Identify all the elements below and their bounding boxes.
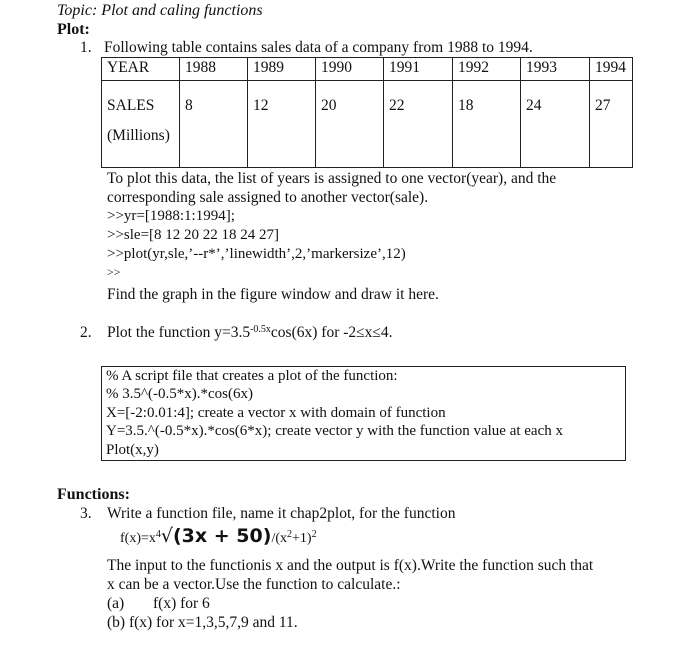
q3-number: 3. bbox=[80, 505, 92, 522]
q1-code-line4: >> bbox=[107, 265, 121, 279]
sales-unit: (Millions) bbox=[107, 127, 170, 144]
q3-body-line1: The input to the functionis x and the output is f(x).Write the function such that bbox=[107, 557, 594, 574]
year-cell: 1992 bbox=[453, 58, 521, 81]
sales-cell: 20 bbox=[316, 81, 384, 168]
q1-explain-line2: corresponding sale assigned to another vector(sale). bbox=[107, 189, 429, 206]
year-cell: 1989 bbox=[248, 58, 316, 81]
script-line: % 3.5^(-0.5*x).*cos(6x) bbox=[106, 386, 254, 403]
q1-code-line3: >>plot(yr,sle,’--r*’,’linewidth’,2,’markersize’,12) bbox=[107, 246, 406, 262]
sales-cell: 22 bbox=[384, 81, 453, 168]
formula-pow2b: 2 bbox=[311, 529, 317, 540]
q2-number: 2. bbox=[80, 324, 92, 341]
year-cell: 1993 bbox=[521, 58, 590, 81]
functions-heading: Functions: bbox=[57, 486, 130, 503]
sales-table bbox=[101, 57, 633, 168]
year-cell: 1988 bbox=[180, 58, 248, 81]
sales-cell: 12 bbox=[248, 81, 316, 168]
q1-text: Following table contains sales data of a company from 1988 to 1994. bbox=[104, 39, 533, 56]
script-line: X=[-2:0.01:4]; create a vector x with domain of function bbox=[106, 404, 446, 421]
q3-part-a-label: (a) bbox=[107, 595, 125, 612]
q3-text: Write a function file, name it chap2plot, for the function bbox=[107, 505, 456, 522]
sales-label-cell bbox=[102, 81, 180, 168]
q3-body-line2: x can be a vector.Use the function to calculate.: bbox=[107, 576, 401, 593]
year-cell: 1990 bbox=[316, 58, 384, 81]
sales-cell: 8 bbox=[180, 81, 248, 168]
formula-denominator-end: +1) bbox=[292, 531, 312, 546]
q1-code-line1: >>yr=[1988:1:1994]; bbox=[107, 208, 235, 224]
table-header-row bbox=[102, 58, 633, 81]
q2-text-prefix: Plot the function y=3.5 bbox=[107, 324, 251, 341]
q1-explain-line1: To plot this data, the list of years is assigned to one vector(year), and the bbox=[107, 170, 557, 187]
sales-cell: 24 bbox=[521, 81, 590, 168]
plot-heading: Plot: bbox=[57, 21, 90, 38]
year-cell: 1994 bbox=[590, 58, 633, 81]
formula-pow2: 2 bbox=[287, 529, 292, 540]
sqrt-icon: √ bbox=[160, 525, 173, 547]
formula-pow4: 4 bbox=[155, 529, 161, 540]
q2-text-suffix: cos(6x) for -2≤x≤4. bbox=[270, 324, 393, 341]
q3-part-a-text: f(x) for 6 bbox=[153, 595, 210, 612]
table-sales-row bbox=[102, 81, 633, 168]
sales-cell: 18 bbox=[453, 81, 521, 168]
formula-radicand: (3x + 50) bbox=[173, 525, 272, 547]
q1-number: 1. bbox=[80, 39, 92, 56]
script-line: % A script file that creates a plot of the function: bbox=[106, 368, 398, 384]
formula-start: f(x)=x bbox=[120, 531, 156, 546]
sales-label: SALES bbox=[107, 97, 155, 114]
formula-denominator: /(x bbox=[271, 531, 287, 546]
script-line: Y=3.5.^(-0.5*x).*cos(6*x); create vector y with the function value at each x bbox=[106, 423, 564, 440]
year-cell: 1991 bbox=[384, 58, 453, 81]
script-box bbox=[101, 366, 626, 461]
script-line: Plot(x,y) bbox=[106, 441, 159, 458]
sales-cell: 27 bbox=[590, 81, 633, 168]
q3-formula bbox=[120, 526, 317, 548]
q3-part-b: (b) f(x) for x=1,3,5,7,9 and 11. bbox=[107, 614, 298, 631]
q2-exponent: -0.5x bbox=[250, 324, 271, 335]
year-label-cell: YEAR bbox=[102, 58, 180, 81]
topic-title: Topic: Plot and caling functions bbox=[57, 2, 263, 19]
q1-code-line2: >>sle=[8 12 20 22 18 24 27] bbox=[107, 227, 280, 243]
q1-find-text: Find the graph in the figure window and draw it here. bbox=[107, 286, 439, 303]
q2-text bbox=[107, 324, 393, 342]
